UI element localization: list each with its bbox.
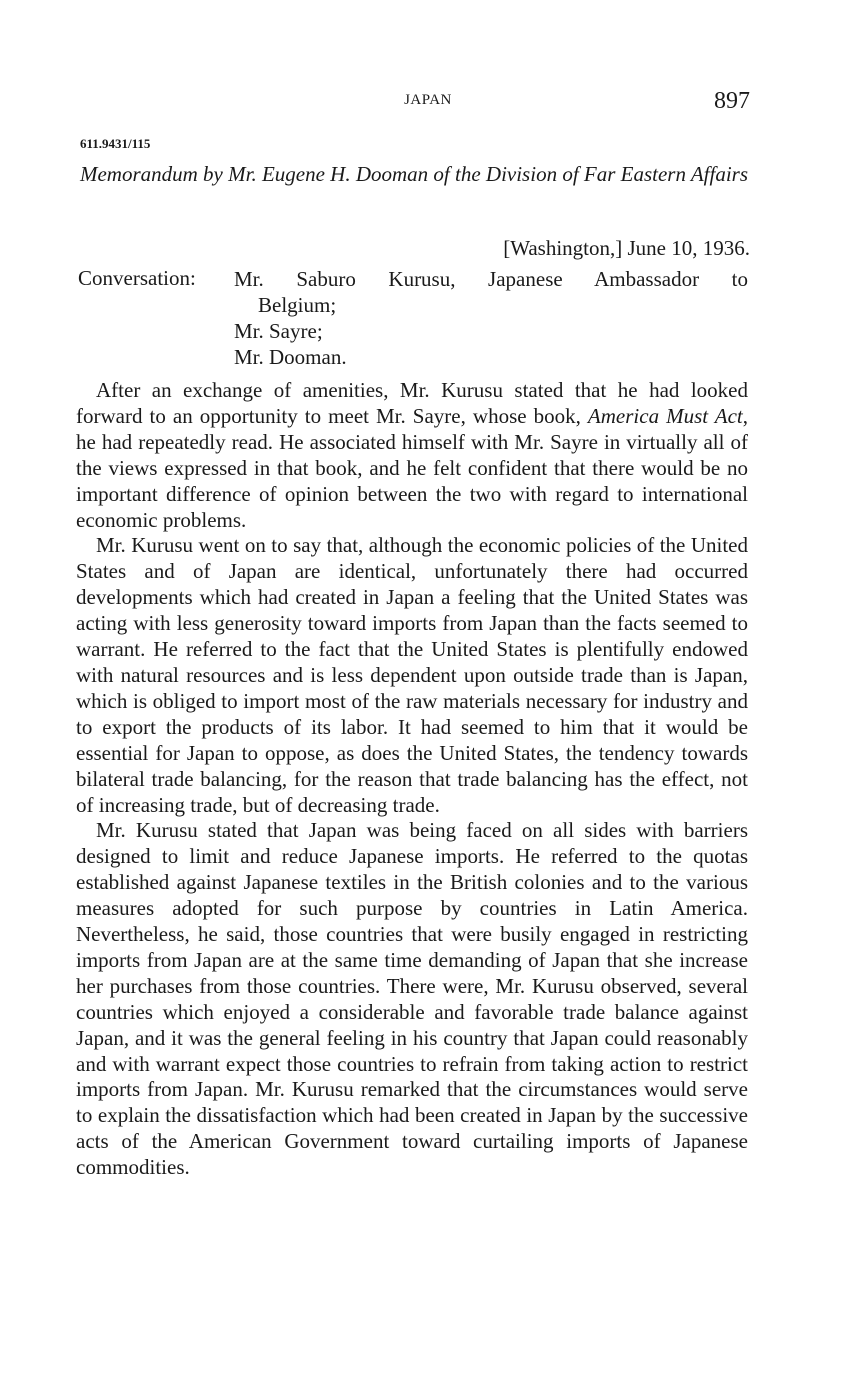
- page-number: 897: [714, 88, 750, 114]
- participant-line: Belgium;: [258, 293, 337, 317]
- memorandum-body: [76, 378, 748, 1181]
- participant-line: Mr. Saburo Kurusu, Japanese Ambassador to: [234, 267, 748, 291]
- memorandum-title: Memorandum by Mr. Eugene H. Dooman of the Division of Far Eastern Affairs: [79, 162, 749, 186]
- participant-line: Mr. Dooman.: [234, 345, 347, 369]
- conversation-label: Conversation:: [78, 266, 196, 290]
- file-number: 611.9431/115: [80, 136, 151, 151]
- paragraph-text: After an exchange of amenities, Mr. Kurusu stated that he had looked forward to an opportunity to meet Mr. Sayre, whose book,: [76, 378, 748, 428]
- paragraph-text: , he had repeatedly read. He associated himself with Mr. Sayre in virtually all of the views expressed in that book, and he felt confident that there would be no important difference of opinion between the two with regard to international economic problems.: [76, 403, 749, 532]
- paragraph: Mr. Kurusu went on to say that, although the economic policies of the United States and of Japan are identical, unfortunately there had occurred developments which had created in Japan a feeling that the United States was acting with less generosity toward imports from Japan than the facts seemed to warrant. He referred to the fact that the United States is plentifully endowed with natural resources and is less dependent upon outside trade than is Japan, which is obliged to import most of the raw materials necessary for industry and to export the products of its labor. It had seemed to him that it would be essential for Japan to oppose, as does the United States, the tendency towards bilateral trade balancing, for the reason that trade balancing has the effect, not of increasing trade, but of decreasing trade.: [76, 533, 748, 817]
- participant-line: Mr. Sayre;: [234, 319, 323, 343]
- running-title: JAPAN: [404, 92, 452, 108]
- paragraph: [76, 378, 748, 533]
- dateline: [Washington,] June 10, 1936.: [503, 236, 750, 260]
- paragraph: Mr. Kurusu stated that Japan was being faced on all sides with barriers designed to limit and reduce Japanese imports. He referred to the quotas established against Japanese textiles in the British colonies and to the various measures adopted for such purpose by countries in Latin America. Nevertheless, he said, those countries that were busily engaged in restricting imports from Japan are at the same time demanding of Japan that she increase her purchases from those countries. There were, Mr. Kurusu observed, several countries which enjoyed a considerable and favorable trade balance against Japan, and it was the general feeling in his country that Japan could reasonably and with warrant expect those countries to refrain from taking action to restrict imports from Japan. Mr. Kurusu remarked that the circumstances would serve to explain the dissatisfaction which had been created in Japan by the successive acts of the American Government toward curtailing imports of Japanese commodities.: [76, 818, 748, 1180]
- participant-list: [234, 266, 748, 370]
- book-title: America Must Act: [587, 403, 743, 428]
